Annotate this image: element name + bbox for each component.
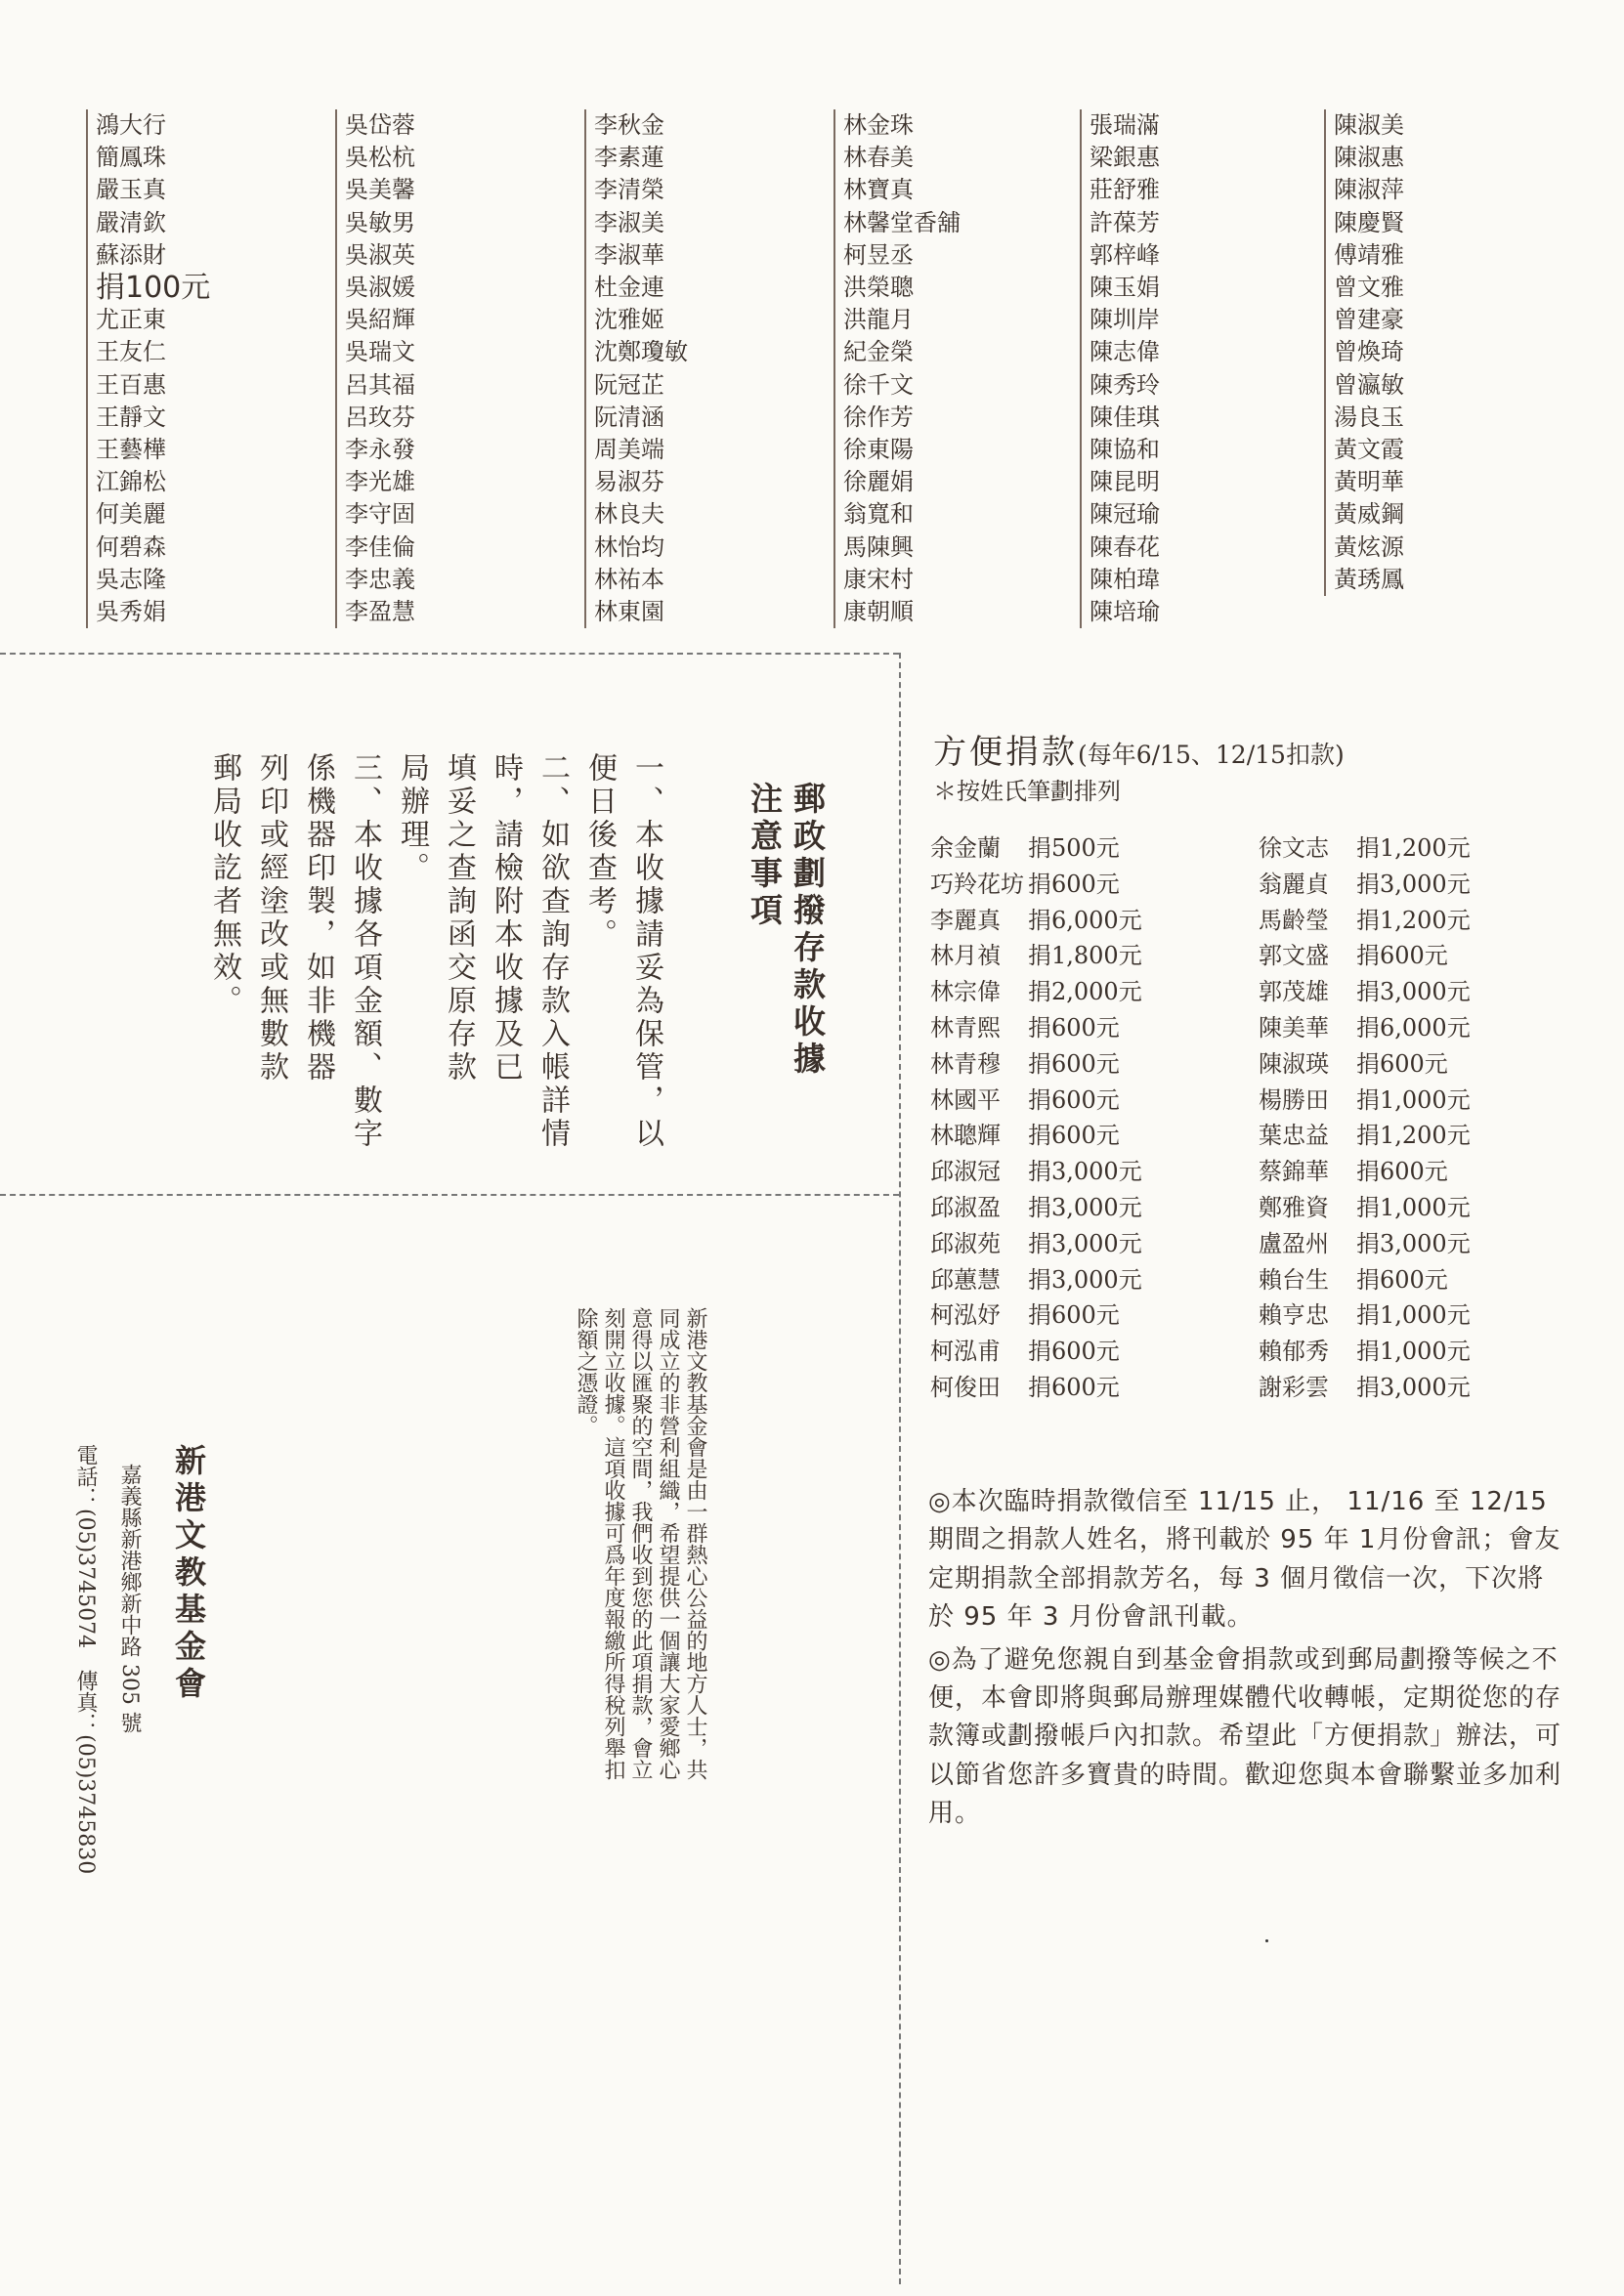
- donation-amount: 捐3,000元: [1028, 1265, 1142, 1294]
- donor-row: [1259, 1010, 1471, 1046]
- donor-name: 陳春花: [1090, 532, 1160, 561]
- donor-row: [930, 1118, 1142, 1154]
- note-paragraph: ◎本次臨時捐款徵信至 11/15 止， 11/16 至 12/15 期間之捐款人姓名，將刊載於 95 年 1月份會訊；會友定期捐款全部捐款芳名，每 3 個月徵信一次，下次將於 95 年 3 月份會訊刊載。: [928, 1487, 1561, 1633]
- org-info: [70, 1444, 211, 1913]
- org-address: 嘉義縣新港鄉新中路 305 號: [117, 1464, 142, 1733]
- donor-name: 李佳倫: [345, 532, 415, 561]
- donation-amount: 捐1,200元: [1356, 906, 1471, 934]
- donation-amount: 捐1,800元: [1028, 942, 1142, 970]
- donor-row: [930, 1190, 1142, 1226]
- donor-name: 許葆芳: [1090, 208, 1160, 236]
- donation-amount: 捐600元: [1028, 870, 1120, 898]
- donor-name: 林祐本: [594, 565, 664, 593]
- donation-amount: 捐6,000元: [1356, 1013, 1471, 1042]
- donor-name: 嚴清欽: [96, 208, 166, 236]
- donor-name: 余金蘭: [930, 834, 1001, 862]
- donor-name: 鄭雅資: [1259, 1193, 1329, 1221]
- donor-name: 柯昱丞: [843, 240, 914, 269]
- ink-dot: [1265, 1939, 1268, 1942]
- donor-name: 周美端: [594, 436, 664, 464]
- donor-name: 吳淑媛: [345, 274, 415, 302]
- donation-amount: 捐600元: [1028, 1049, 1120, 1078]
- org-phone: 電話：(05)3745074 傳真：(05)3745830: [73, 1444, 98, 1875]
- donation-amount: 捐1,000元: [1356, 1193, 1471, 1221]
- donor-name: 李守固: [345, 500, 415, 529]
- donation-amount: 捐600元: [1028, 1373, 1120, 1401]
- donor-row: [930, 938, 1142, 974]
- donor-row: [1259, 1046, 1471, 1083]
- donor-name: 楊勝田: [1259, 1085, 1329, 1114]
- dashed-divider-vertical: [899, 653, 901, 2284]
- donation-amount: 捐600元: [1028, 1013, 1120, 1042]
- donor-column: [833, 109, 1000, 628]
- donor-name: 吳秀娟: [96, 598, 166, 626]
- donor-name: 沈雅姬: [594, 306, 664, 334]
- donor-name: 簡鳳珠: [96, 144, 166, 172]
- donor-name: 李淑美: [594, 208, 664, 236]
- donor-row: [930, 1297, 1142, 1334]
- donor-row: [1259, 1262, 1471, 1298]
- donor-name: 林東園: [594, 598, 664, 626]
- donor-name: 林月禎: [930, 942, 1001, 970]
- donor-row: [1259, 903, 1471, 939]
- donor-row: [930, 1370, 1142, 1406]
- notice-title: 郵政劃撥存款收據 注意事項: [746, 782, 827, 1079]
- donation-amount: 捐3,000元: [1356, 978, 1471, 1006]
- donor-row: [1259, 1370, 1471, 1406]
- donor-name: 李清榮: [594, 176, 664, 204]
- donor-name: 葉忠益: [1259, 1122, 1329, 1150]
- donor-name: 梁銀惠: [1090, 144, 1160, 172]
- donor-column: [1080, 109, 1246, 628]
- donor-name: 李秋金: [594, 111, 664, 139]
- donor-name: 林青穆: [930, 1049, 1001, 1078]
- donor-name: 曾瀛敏: [1334, 370, 1404, 399]
- donor-row: [1259, 1154, 1471, 1190]
- donor-name: 蘇添財: [96, 240, 166, 269]
- donor-name: 鴻大行: [96, 111, 166, 139]
- donor-name: 嚴玉真: [96, 176, 166, 204]
- donor-row: [1259, 938, 1471, 974]
- donation-amount: 捐2,000元: [1028, 978, 1142, 1006]
- donor-name: 陳美華: [1259, 1013, 1329, 1042]
- donation-amount: 捐1,000元: [1356, 1301, 1471, 1330]
- donor-name: 翁寬和: [843, 500, 914, 529]
- donor-name: 康宋村: [843, 565, 914, 593]
- donation-amount: 捐600元: [1028, 1301, 1120, 1330]
- donor-name: 王百惠: [96, 370, 166, 399]
- donor-name: 林春美: [843, 144, 914, 172]
- donation-amount: 捐6,000元: [1028, 906, 1142, 934]
- donor-name: 杜金連: [594, 274, 664, 302]
- donor-name: 何碧森: [96, 532, 166, 561]
- donation-amount: 捐3,000元: [1356, 1229, 1471, 1257]
- donor-name: 柯泓妤: [930, 1301, 1001, 1330]
- donation-amount: 捐3,000元: [1356, 1373, 1471, 1401]
- donor-name: 李忠義: [345, 565, 415, 593]
- donor-name: 李永發: [345, 436, 415, 464]
- donor-name: 曾建豪: [1334, 306, 1404, 334]
- donor-name: 陳淑惠: [1334, 144, 1404, 172]
- donor-name: 郭文盛: [1259, 942, 1329, 970]
- donor-name: 李素蓮: [594, 144, 664, 172]
- donor-name: 林聰輝: [930, 1122, 1001, 1150]
- donor-name: 徐文志: [1259, 834, 1329, 862]
- donor-name: 徐麗娟: [843, 468, 914, 496]
- donor-row: [930, 1154, 1142, 1190]
- donor-name: 阮清涵: [594, 403, 664, 431]
- org-name: 新港文教基金會: [170, 1444, 207, 1704]
- donor-name: 吳紹輝: [345, 306, 415, 334]
- donor-name: 賴郁秀: [1259, 1338, 1329, 1366]
- donation-amount: 捐600元: [1028, 1122, 1120, 1150]
- donation-amount: 捐600元: [1356, 1158, 1448, 1186]
- donor-name: 曾煥琦: [1334, 338, 1404, 366]
- donor-name: 盧盈州: [1259, 1229, 1329, 1257]
- donation-amount: 捐3,000元: [1356, 870, 1471, 898]
- donor-row: [930, 830, 1142, 867]
- donor-name: 王友仁: [96, 338, 166, 366]
- donor-name: 陳志偉: [1090, 338, 1160, 366]
- donor-name: 莊舒雅: [1090, 176, 1160, 204]
- sort-note: ＊按姓氏筆劃排列: [933, 778, 1121, 805]
- donor-name: 徐東陽: [843, 436, 914, 464]
- donor-name: 巧羚花坊: [930, 870, 1024, 898]
- donor-row: [930, 903, 1142, 939]
- donor-name: 徐作芳: [843, 403, 914, 431]
- donor-name: 林良夫: [594, 500, 664, 529]
- donor-name: 黃琇鳳: [1334, 565, 1404, 593]
- donor-column: [584, 109, 750, 628]
- donor-name: 馬陳興: [843, 532, 914, 561]
- donor-row: [930, 974, 1142, 1010]
- donor-name: 陳圳岸: [1090, 306, 1160, 334]
- donor-name: 阮冠芷: [594, 370, 664, 399]
- donor-column: [86, 109, 252, 628]
- donation-notes: [928, 1483, 1568, 1838]
- donor-name: 吳美馨: [345, 176, 415, 204]
- donor-name: 謝彩雲: [1259, 1373, 1329, 1401]
- donation-amount: 捐600元: [1028, 1338, 1120, 1366]
- donor-name: 林馨堂香舖: [843, 208, 961, 236]
- donor-name: 何美麗: [96, 500, 166, 529]
- donor-row: [1259, 1334, 1471, 1370]
- donation-amount: 捐600元: [1356, 1049, 1448, 1078]
- donor-name: 黃文霞: [1334, 436, 1404, 464]
- donor-name: 李麗真: [930, 906, 1001, 934]
- donor-name: 湯良玉: [1334, 403, 1404, 431]
- donor-name: 邱蕙慧: [930, 1265, 1001, 1294]
- donor-name: 馬齡瑩: [1259, 906, 1329, 934]
- notice-item: 一、本收據請妥為保管，以 便日後查考。: [582, 752, 663, 1151]
- donation-amount: 捐1,000元: [1356, 1338, 1471, 1366]
- note-paragraph: ◎為了避免您親自到基金會捐款或到郵局劃撥等候之不便，本會即將與郵局辦理媒體代收轉帳，定期從您的存款簿或劃撥帳戶內扣款。希望此「方便捐款」辦法，可以節省您許多寶貴的時間。歡迎您與本會聯繫並多加利用。: [928, 1644, 1562, 1829]
- donor-name: 吳瑞文: [345, 338, 415, 366]
- donor-name: 邱淑冠: [930, 1158, 1001, 1186]
- convenient-donor-list-right: [1259, 830, 1471, 1406]
- donor-name: 陳秀玲: [1090, 370, 1160, 399]
- donor-name: 康朝順: [843, 598, 914, 626]
- donor-name: 陳佳琪: [1090, 403, 1160, 431]
- donor-name: 林青熙: [930, 1013, 1001, 1042]
- convenient-subtitle: (每年6/15、12/15扣款): [1078, 741, 1345, 769]
- donor-column: [1324, 109, 1490, 596]
- donor-name: 洪龍月: [843, 306, 914, 334]
- donation-amount: 捐3,000元: [1028, 1193, 1142, 1221]
- donor-name: 陳玉娟: [1090, 274, 1160, 302]
- donor-name: 柯泓甫: [930, 1338, 1001, 1366]
- donor-name: 曾文雅: [1334, 274, 1404, 302]
- donor-name: 陳淑美: [1334, 111, 1404, 139]
- notice-item: 三、本收據各項金額、數字 係機器印製，如非機器 列印或經塗改或無數款 郵局收訖者無效。: [207, 752, 382, 1151]
- donor-name: 王靜文: [96, 403, 166, 431]
- donor-name: 林金珠: [843, 111, 914, 139]
- donor-name: 王藝樺: [96, 436, 166, 464]
- donor-name: 吳敏男: [345, 208, 415, 236]
- donor-name: 紀金榮: [843, 338, 914, 366]
- donor-column: [335, 109, 501, 628]
- donor-name: 陳協和: [1090, 436, 1160, 464]
- donor-row: [1259, 974, 1471, 1010]
- donor-row: [1259, 1118, 1471, 1154]
- donor-name: 林寶真: [843, 176, 914, 204]
- donor-name: 賴台生: [1259, 1265, 1329, 1294]
- donor-name: 邱淑苑: [930, 1229, 1001, 1257]
- donor-row: [1259, 867, 1471, 903]
- donor-row: [930, 867, 1142, 903]
- convenient-donor-list-left: [930, 830, 1142, 1406]
- donor-name: 陳淑萍: [1334, 176, 1404, 204]
- donor-row: [930, 1226, 1142, 1262]
- donor-name: 林國平: [930, 1085, 1001, 1114]
- donor-row: [930, 1262, 1142, 1298]
- donor-name: 吳志隆: [96, 565, 166, 593]
- donor-name: 黃威鋼: [1334, 500, 1404, 529]
- donation-amount: 捐1,200元: [1356, 1122, 1471, 1150]
- donor-row: [1259, 1226, 1471, 1262]
- donor-name: 吳岱蓉: [345, 111, 415, 139]
- donor-name: 林宗偉: [930, 978, 1001, 1006]
- donor-row: [1259, 1083, 1471, 1119]
- donor-name: 李光雄: [345, 468, 415, 496]
- donor-name: 江錦松: [96, 468, 166, 496]
- donor-name: 傅靖雅: [1334, 240, 1404, 269]
- donor-row: [1259, 1190, 1471, 1226]
- donor-name: 李盈慧: [345, 598, 415, 626]
- donor-name: 陳慶賢: [1334, 208, 1404, 236]
- donor-row: [930, 1334, 1142, 1370]
- donation-amount: 捐1,200元: [1356, 834, 1471, 862]
- donor-name: 吳松杭: [345, 144, 415, 172]
- donor-name: 捐100元: [96, 271, 211, 306]
- donor-name: 柯俊田: [930, 1373, 1001, 1401]
- donor-name: 陳冠瑜: [1090, 500, 1160, 529]
- donor-name: 賴亨忠: [1259, 1301, 1329, 1330]
- donor-name: 陳柏瑋: [1090, 565, 1160, 593]
- donor-name: 呂其福: [345, 370, 415, 399]
- donation-amount: 捐3,000元: [1028, 1158, 1142, 1186]
- donor-name: 邱淑盈: [930, 1193, 1001, 1221]
- donor-name: 呂玫芬: [345, 403, 415, 431]
- donor-name: 陳淑瑛: [1259, 1049, 1329, 1078]
- donor-name: 尤正東: [96, 306, 166, 334]
- donor-row: [1259, 830, 1471, 867]
- donor-row: [930, 1083, 1142, 1119]
- dashed-divider-top: [0, 653, 899, 655]
- convenient-title-text: 方便捐款: [933, 733, 1078, 772]
- donor-name: 洪榮聰: [843, 274, 914, 302]
- donor-name: 黃炫源: [1334, 532, 1404, 561]
- donor-row: [930, 1010, 1142, 1046]
- org-description: 新港文教基金會是由一群熱心公益的地方人士，共 同成立的非營利組織，希望提供一個讓大家愛鄉心 意得以匯聚的空間，我們收到您的此項捐款，會立 刻開立收據。這項收據可爲年度報繳所得稅列舉扣 除額之憑證。: [574, 1307, 707, 1780]
- donor-name: 吳淑英: [345, 240, 415, 269]
- notice-items: [200, 752, 669, 1280]
- notice-item: 二、如欲查詢存款入帳詳情 時，請檢附本收據及已 填妥之查詢函交原存款 局辦理。: [395, 752, 570, 1151]
- donor-name: 易淑芬: [594, 468, 664, 496]
- donor-name: 沈鄭瓊敏: [594, 338, 688, 366]
- donor-name: 黃明華: [1334, 468, 1404, 496]
- donor-row: [1259, 1297, 1471, 1334]
- donor-name: 陳昆明: [1090, 468, 1160, 496]
- donor-name: 翁麗貞: [1259, 870, 1329, 898]
- donor-row: [930, 1046, 1142, 1083]
- donation-amount: 捐600元: [1356, 1265, 1448, 1294]
- donor-name: 林怡均: [594, 532, 664, 561]
- donor-name: 陳培瑜: [1090, 598, 1160, 626]
- donor-name: 張瑞滿: [1090, 111, 1160, 139]
- donor-name: 郭梓峰: [1090, 240, 1160, 269]
- donation-amount: 捐500元: [1028, 834, 1120, 862]
- donor-name: 李淑華: [594, 240, 664, 269]
- donation-amount: 捐600元: [1356, 942, 1448, 970]
- donation-amount: 捐1,000元: [1356, 1085, 1471, 1114]
- donor-name: 郭茂雄: [1259, 978, 1329, 1006]
- donation-amount: 捐600元: [1028, 1085, 1120, 1114]
- donor-name: 蔡錦華: [1259, 1158, 1329, 1186]
- convenient-donation-title: [933, 725, 1345, 773]
- donor-name: 徐千文: [843, 370, 914, 399]
- donation-amount: 捐3,000元: [1028, 1229, 1142, 1257]
